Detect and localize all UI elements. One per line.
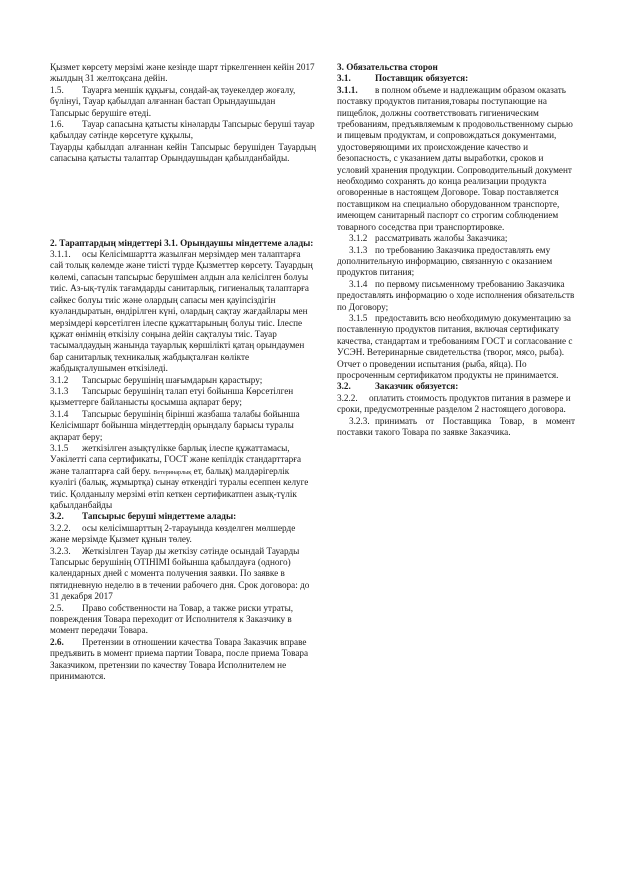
paragraph-2-5 (50, 603, 316, 637)
clause-text: Тауар сапасына қатысты кінәларды Тапсырыс беруші тауар қабылдау сәтінде көрсетуге құқылы, (50, 119, 315, 141)
paragraph-3-2-3 (50, 546, 316, 603)
clause-text: жеткізілген азықтүлікке барлық ілеспе құжаттамасы, Уәкілетті сапа сертификаты, ГОСТ және кепілдік стандарттарға және талаптарға сай беру. (50, 442, 302, 476)
section-3-2-heading (337, 381, 575, 392)
clause-number: 3.2.2. (50, 522, 71, 533)
paragraph-3-2-2 (50, 523, 316, 546)
clause-number: 3.1.2 (349, 233, 368, 244)
paragraph-3-2-3 (337, 416, 575, 439)
clause-number: 3.1.3 (349, 244, 368, 255)
clause-text: по требованию Заказчика предоставлять ему дополнительную информацию, связанную с оказанием продуктов питания; (337, 244, 553, 278)
clause-heading-text: Поставщик обязуется: (375, 73, 469, 84)
clause-text: Тапсырыс берушінің талап етуі бойынша Көрсетілген қызметтерге байланысты қосымша ақпарат беру; (50, 385, 294, 408)
paragraph-1-6-continued: Тауарды қабылдап алғаннан кейін Тапсырыс берушіден Тауардың сапасына қатысты талаптар Орындаушыдан қабылданбайды. (50, 141, 316, 164)
section-3-2-heading (50, 511, 316, 522)
clause-text: оплатить стоимость продуктов питания в размере и сроки, предусмотренные разделом 2 настоящего договора. (337, 392, 571, 415)
clause-heading-text: Заказчик обязуется: (375, 381, 459, 392)
paragraph-3-2-2 (337, 393, 575, 416)
clause-number: 3.1.1. (337, 84, 358, 95)
clause-heading-text: Тапсырыс беруші міндеттеме алады: (82, 511, 237, 522)
clause-number: 3.1.1. (50, 249, 71, 260)
clause-number: 1.6. (50, 119, 64, 130)
spacer (50, 165, 316, 238)
paragraph-3-1-1 (337, 85, 575, 233)
paragraph-2-6 (50, 637, 316, 683)
clause-number: 3.1.2 (50, 374, 69, 385)
paragraph-intro: Қызмет көрсету мерзімі және кезінде шарт тіркелгеннен кейін 2017 жылдың 31 желтоқсана дейін. (50, 62, 315, 84)
paragraph-3-1-2 (337, 233, 575, 244)
clause-text: рассматривать жалобы Заказчика; (375, 233, 508, 244)
small-text: Ветеринарлық (153, 468, 192, 476)
clause-text: Право собственности на Товар, а также риски утраты, повреждения Товара переходит от Исполнителя к Заказчику в момент передачи Товара. (50, 602, 294, 636)
clause-number: 3.1.5 (50, 442, 69, 453)
paragraph-3-1-1 (50, 249, 316, 374)
clause-number: 2.5. (50, 602, 64, 613)
clause-text: Жеткізілген Тауар ды жеткізу сәтінде осындай Тауарды Тапсырыс берушінің ОТІНІМІ бойынша қабылдауға (одного) календарных дней с момента получения заявки. По заявке в пятидневную неделю в в течении рабочего дня. Срок договора: до 31 декабря 2017 (50, 545, 310, 602)
paragraph-3-1-5 (337, 313, 575, 381)
clause-number: 1.5. (50, 84, 64, 95)
paragraph-3-1-5 (50, 443, 316, 511)
kazakh-column (50, 62, 316, 683)
clause-text: принимать от Поставщика Товар, в момент поставки такого Товара по заявке Заказчика. (337, 415, 575, 437)
section-3-1-heading (337, 73, 575, 84)
paragraph-3-1-2 (50, 375, 316, 386)
clause-number: 3.1.4 (50, 408, 69, 419)
clause-number: 3.2.2. (337, 392, 358, 403)
clause-text: Претензии в отношении качества Товара Заказчик вправе предъявить в момент приема партии Товара, после приема Товара Заказчиком, претензии по качеству Товара Исполнителем не принимаются. (50, 636, 309, 682)
clause-number: 3.2.3. (50, 545, 71, 556)
clause-text: Тапсырыс берушінің бірінші жазбаша талабы бойынша Келісімшарт бойынша міндеттердің орындалу барысы туралы ақпарат беру; (50, 408, 300, 442)
section-3-heading: 3. Обязательства сторон (337, 62, 438, 72)
clause-text: осы Келісімшартта жазылған мерзімдер мен талаптарға сай толық көлемде және тиісті түрде Қызметтер көрсету. Тауардың көлемі, сапасын тапсырыс берушімен алдын ала келісілген болуы тиіс. Аз-ық-түлік тағамдарды санитарлық, гигиеналық талаптарға сәйкес болуы тиіс және олардың сапасы мен қауіпсіздігін куәландыратын, өндірілген күні, олардың сақтау жағдайлары мен мерзімдері көрсетілген ілеспе құжаттарының болуы тиіс. Ілеспе құжат өнімнің өткізілу соңына дейін сақталуы тиіс. Тауар тасымалдаудың жанында тауарлық көршілікті қатаң орындаумен бар санитарлық техникалық жабдықталған көлікте жабдықталушымен өткізіледі. (50, 249, 313, 374)
paragraph-3-1-3 (50, 386, 316, 409)
clause-text: Тауарға меншік құқығы, сондай-ақ тәуекелдер жоғалу, бүлінуі, Тауар қабылдап алғаннан бастап Орындаушыдан Тапсырыс берушіге өтеді. (50, 84, 296, 118)
clause-text-continued: ет, балық) малдәрігерлік куәлігі (балық, жұмыртқа) сынау өткендігі туралы есеппен келуге тиіс. Қолданылу мерзімі өтіп кеткен сертификатпен азық-түлік қабылданбайды (50, 465, 309, 510)
russian-column (337, 62, 575, 438)
clause-number: 3.2.3. (349, 415, 370, 426)
clause-number: 2.6. (50, 636, 64, 647)
paragraph-3-1-3 (337, 245, 575, 279)
section-2-heading: 2. Тараптардың міндеттері 3.1. Орындаушы міндеттеме алады: (50, 237, 314, 248)
clause-number: 3.1. (337, 73, 351, 84)
paragraph-3-1-4 (337, 279, 575, 313)
clause-number: 3.1.4 (349, 278, 368, 289)
clause-text: предоставить всю необходимую документацию за поставленную продуктов питания, включая сертификату качества, стандартам и требованиям ГОСТ и согласование с УСЭН. Ветеринарные свидетельства (творог, мясо, рыба). Отчет о проведении испытания (рыба, яйца). По просроченным сертификатом продукты не принимается. (337, 312, 573, 380)
clause-number: 3.2. (50, 511, 64, 522)
clause-number: 3.2. (337, 381, 351, 392)
clause-text: Тапсырыс берушінің шағымдарын қарастыру; (82, 374, 263, 385)
paragraph-1-6 (50, 119, 316, 142)
paragraph-1-5 (50, 85, 316, 119)
clause-text: в полном объеме и надлежащим образом оказать поставку продуктов питания,товары поступающие на пищеблок, должны соответствовать гигиеническим требованиям, предъявляемым к продовольственному сырью и пищевым продуктам, и сопровождаться документами, удостоверяющими их происхождение качество и безопасность, с указанием даты выработки, сроков и условий хранения продукции. Сопроводительный документ необходимо сохранять до конца реализации продукта оговоренные в настоящем Договоре. Товар поставляется поставщиком на специально оборудованном транспорте, имеющем санитарный паспорт со строгим соблюдением товарного соседства при транспортировке. (337, 84, 573, 232)
clause-text: по первому письменному требованию Заказчика предоставлять информацию о ходе исполнения обязательств по Договору; (337, 278, 575, 312)
clause-number: 3.1.5 (349, 312, 368, 323)
paragraph-3-1-4 (50, 409, 316, 443)
clause-number: 3.1.3 (50, 385, 69, 396)
clause-text: осы келісімшарттың 2-тарауында көзделген мөлшерде және мерзімде Қызмет құнын төлеу. (50, 522, 296, 545)
